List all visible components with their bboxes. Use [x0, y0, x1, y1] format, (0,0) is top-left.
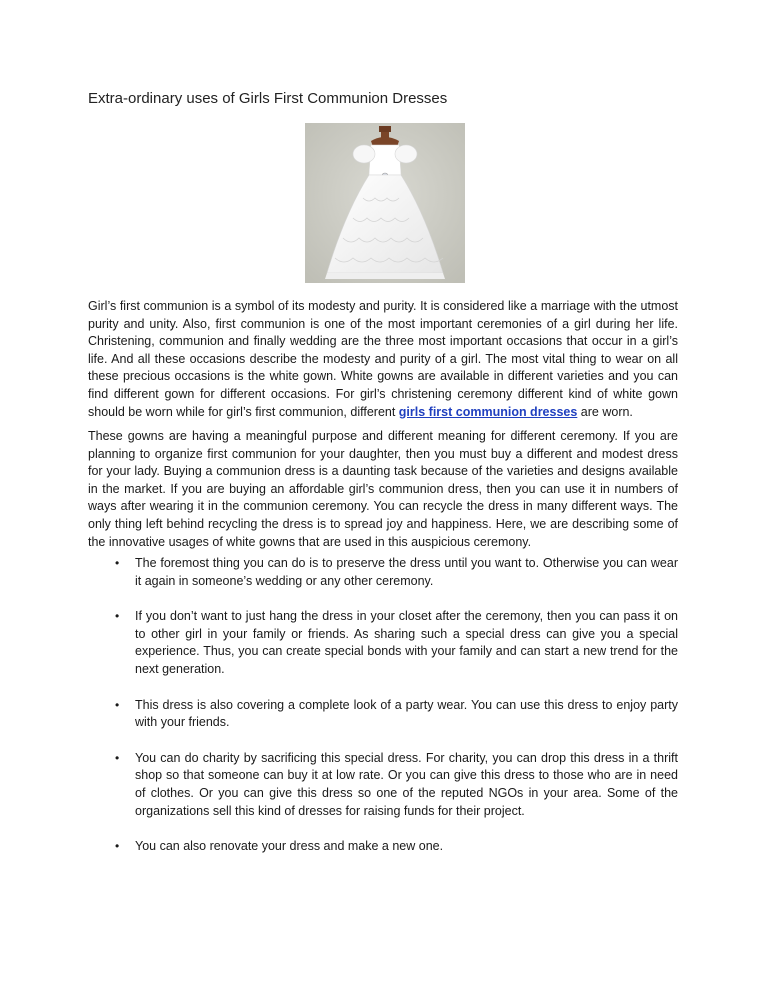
list-item [88, 697, 678, 732]
intro-text-end: are worn. [577, 404, 633, 419]
bullet-icon: • [115, 697, 120, 712]
list-item-text: This dress is also covering a complete look of a party wear. You can use this dress to enjoy party with your friends. [135, 697, 678, 730]
list-item [88, 838, 678, 856]
intro-text: Girl’s first communion is a symbol of its modesty and purity. It is considered like a marriage with the utmost purity and unity. Also, first communion is one of the most important ceremonies of a girl during her life. Christening, communion and finally wedding are the three most important occasions that occur in a girl’s life. And all these occasions describe the modesty and purity of a girl. The most vital thing to wear on all these precious occasions is the white gown. White gowns are available in different varieties and you can find different gown for different occasions. For girl’s christening ceremony different kind of white gown should be worn while for girl’s first communion, different [88, 299, 678, 419]
bullet-icon: • [115, 750, 120, 765]
second-paragraph: These gowns are having a meaningful purpose and different meaning for different ceremony. If you are planning to organize first communion for your daughter, then you must buy a different and modest dress for your lady. Buying a communion dress is a daunting task because of the varieties and designs available in the market. If you are buying an affordable girl’s communion dress, then you can use it in numbers of ways after wearing it in the communion ceremony. You can recycle the dress in many different ways. The only thing left behind recycling the dress is to spread joy and happiness. Here, we are describing some of the innovative usages of white gowns that are used in this auspicious ceremony. [88, 429, 678, 549]
bullet-icon: • [115, 839, 120, 854]
dress-illustration [305, 123, 465, 283]
document-title: Extra-ordinary uses of Girls First Communion Dresses [88, 90, 448, 107]
intro-paragraph [88, 298, 678, 421]
bullet-icon: • [115, 609, 120, 624]
uses-bullet-list [88, 555, 678, 874]
list-item [88, 608, 678, 678]
list-item [88, 555, 678, 590]
communion-dress-image [305, 123, 465, 283]
list-item-text: You can do charity by sacrificing this special dress. For charity, you can drop this dress in a thrift shop so that someone can buy it at low rate. Or you can give this dress to those who are in need of clothes. Or you can give this dress so one of the reputed NGOs in your area. Some of the organizations sell this kind of dresses for raising funds for their project. [135, 750, 678, 818]
bullet-icon: • [115, 556, 120, 570]
list-item-text: You can also renovate your dress and make a new one. [135, 839, 444, 854]
girls-first-communion-dresses-link[interactable]: girls first communion dresses [398, 404, 578, 419]
list-item-text: The foremost thing you can do is to preserve the dress until you want to. Otherwise you can wear it again in someone’s wedding or any other ceremony. [135, 556, 678, 588]
list-item-text: If you don’t want to just hang the dress in your closet after the ceremony, then you can pass it on to other girl in your family or friends. As sharing such a special dress can give you a special experience. Thus, you can create special bonds with your family and can start a new trend for the next generation. [135, 609, 678, 676]
list-item [88, 750, 678, 820]
